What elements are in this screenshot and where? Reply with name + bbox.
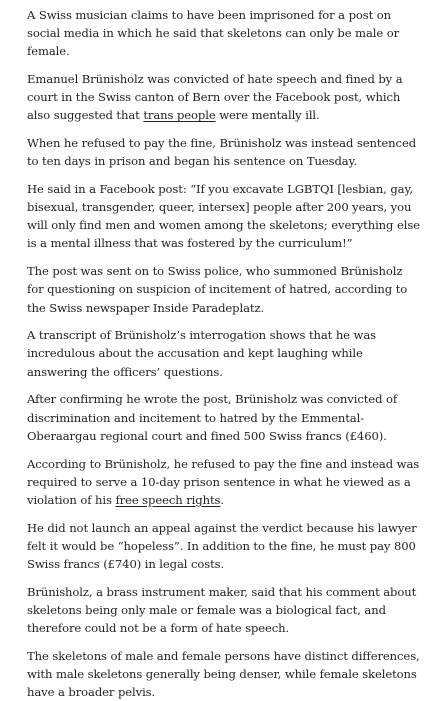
paragraph-text: The post was sent on to Swiss police, who summoned Brünisholz for questioning on suspicion of incitement of hatred, according to the Swiss newspaper Inside Paradeplatz. — [27, 264, 408, 315]
inline-link[interactable]: trans people — [143, 108, 216, 123]
paragraph-text: When he refused to pay the fine, Brünisholz was instead sentenced to ten days in prison and began his sentence on Tuesday. — [27, 136, 417, 169]
paragraph-text: The skeletons of male and female persons have distinct differences, with male skeletons generally being denser, while female skeletons have a broader pelvis. — [27, 648, 420, 699]
paragraph-text: A Swiss musician claims to have been imprisoned for a post on social media in which he said that skeletons can only be male or female. — [27, 8, 400, 59]
paragraph-text: were mentally ill. — [215, 108, 320, 123]
article-paragraph — [27, 390, 420, 444]
article-paragraph — [27, 326, 420, 380]
paragraph-text: He did not launch an appeal against the verdict because his lawyer felt it would be “hopeless”. In addition to the fine, he must pay 800 Swiss francs (£740) in legal costs. — [27, 520, 417, 571]
paragraph-text: A transcript of Brünisholz’s interrogation shows that he was incredulous about the accusation and kept laughing while answering the officers’ questions. — [27, 328, 377, 379]
article-paragraph — [27, 6, 420, 60]
article-paragraph — [27, 455, 420, 509]
article-paragraph — [27, 134, 420, 170]
article-paragraph — [27, 180, 420, 252]
article-paragraph — [27, 70, 420, 124]
paragraph-text: . — [220, 492, 224, 507]
paragraph-text: Emanuel Brünisholz was convicted of hate speech and fined by a court in the Swiss canton of Bern over the Facebook post, which also suggested that — [27, 72, 403, 123]
inline-link[interactable]: free speech rights — [115, 492, 221, 507]
paragraph-text: According to Brünisholz, he refused to pay the fine and instead was required to serve a 10-day prison sentence in what he viewed as a violation of his — [27, 456, 420, 507]
paragraph-text: Brünisholz, a brass instrument maker, said that his comment about skeletons being only male or female was a biological fact, and therefore could not be a form of hate speech. — [27, 584, 417, 635]
article-paragraph — [27, 583, 420, 637]
paragraph-text: He said in a Facebook post: “If you excavate LGBTQI [lesbian, gay, bisexual, transgender, queer, intersex] people after 200 years, you will only find men and women among the skeletons; everything else is a mental illness that was fostered by the curriculum!” — [27, 182, 420, 251]
paragraph-text: After confirming he wrote the post, Brünisholz was convicted of discrimination and incitement to hatred by the Emmental-Oberaargau regional court and fined 500 Swiss francs (£460). — [27, 392, 398, 443]
article-paragraph — [27, 647, 420, 701]
article-paragraph — [27, 262, 420, 316]
article-paragraph — [27, 519, 420, 573]
